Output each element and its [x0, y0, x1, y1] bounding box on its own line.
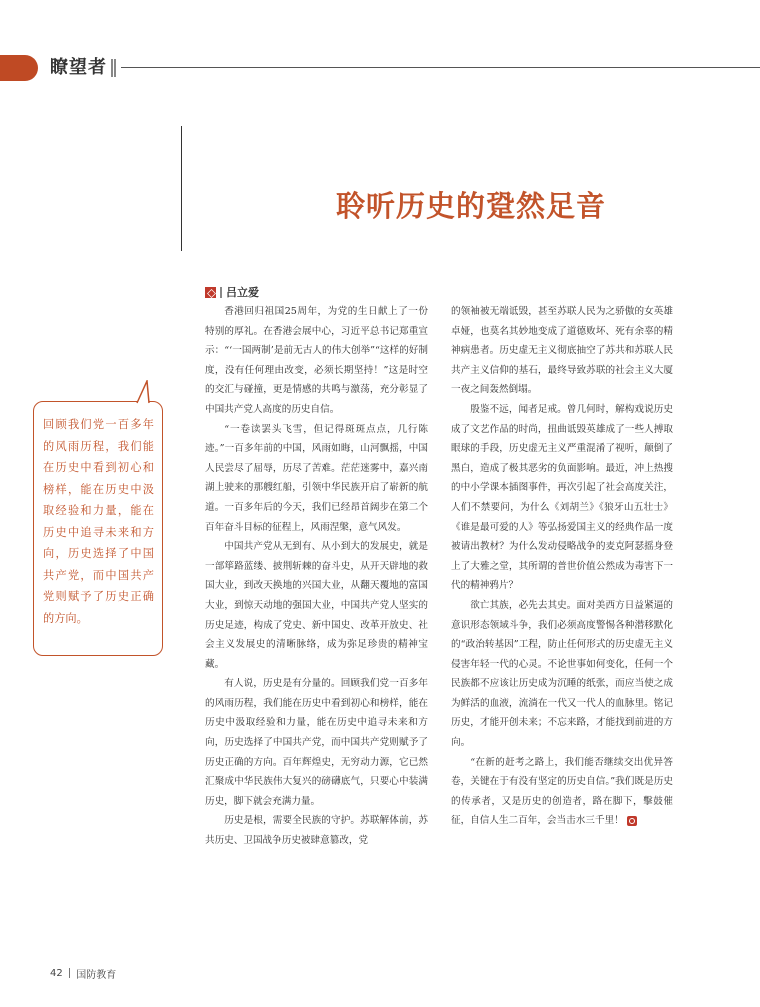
- column-name: 瞭望者: [50, 57, 107, 78]
- body-paragraph: [205, 674, 428, 811]
- body-paragraph: [451, 302, 673, 400]
- pull-quote: [33, 401, 163, 656]
- end-mark-icon: [627, 816, 637, 826]
- body-paragraph: [451, 400, 673, 596]
- magazine-name: 国防教育: [76, 969, 117, 981]
- paragraph-text: 欲亡其族，必先去其史。面对美西方日益紧逼的意识形态领域斗争，我们必须高度警惕各种潜移默化的“政治转基因”工程，防止任何形式的历史虚无主义侵害年轻一代的心灵。不论世事如何变化，任何一个民族都不应该让历史成为沉睡的纸张，而应当使之成为鲜活的血液，流淌在一代又一代人的血脉里。铭记历史，才能开创未来；不忘来路，才能找到前进的方向。: [451, 599, 673, 749]
- page-number: 42: [50, 967, 63, 979]
- body-paragraph: [205, 420, 428, 538]
- article-title: 聆听历史的跫然足音: [335, 189, 606, 223]
- body-paragraph: [205, 811, 428, 850]
- body-column-left: [205, 302, 428, 851]
- header-accent-tab: [0, 55, 38, 81]
- body-paragraph: [451, 596, 673, 753]
- paragraph-text: 历史是根，需要全民族的守护。苏联解体前，苏共历史、卫国战争历史被肆意篡改，党: [205, 815, 428, 847]
- pull-quote-text: 回顾我们党一百多年的风雨历程，我们能在历史中看到初心和榜样，能在历史中汲取经验和力量，能在历史中追寻未来和方向，历史选择了中国共产党，而中国共产党则赋予了历史正确的方向。: [43, 418, 154, 625]
- header-rule: [121, 67, 760, 68]
- author-marker-icon: [205, 287, 216, 298]
- body-paragraph: [205, 302, 428, 420]
- page-footer: [50, 966, 116, 980]
- footer-divider: [69, 968, 71, 978]
- body-column-right: [451, 302, 673, 831]
- paragraph-text: 中国共产党从无到有、从小到大的发展史，就是一部筚路蓝缕、披荆斩棘的奋斗史，从开天辟地的救国大业，到改天换地的兴国大业，从翻天覆地的富国大业，到惊天动地的强国大业，中国共产党人坚实的历史足迹，构成了党史、新中国史、改革开放史、社会主义发展史的清晰脉络，成为弥足珍贵的精神宝藏。: [205, 541, 428, 670]
- paragraph-text: 的领袖被无端诋毁，甚至苏联人民为之骄傲的女英雄卓娅，也莫名其妙地变成了道德败坏、死有余辜的精神病患者。历史虚无主义彻底抽空了苏共和苏联人民共产主义信仰的基石，最终导致苏联的社会主义大厦一夜之间轰然倒塌。: [451, 306, 673, 396]
- paragraph-text: “一卷读罢头飞雪，但记得斑斑点点，几行陈迹。”一百多年前的中国，风雨如晦，山河飘摇，中国人民尝尽了屈辱，历尽了苦难。茫茫迷雾中，嘉兴南湖上驶来的那艘红船，引领中华民族开启了崭新的航道。一百多年后的今天，我们已经昂首阔步在第二个百年奋斗目标的征程上，风雨涅槃，意气风发。: [205, 423, 428, 533]
- byline: [205, 285, 259, 299]
- speech-bubble-tail-icon: [136, 380, 150, 404]
- body-paragraph: [205, 537, 428, 674]
- paragraph-text: 殷鉴不远，闻者足戒。曾几何时，解构戏说历史成了文艺作品的时尚，扭曲诋毁英雄成了一些人搏取眼球的手段，历史虚无主义严重混淆了视听，颠倒了黑白，造成了极其恶劣的负面影响。最近，冲上热搜的中小学课本插图事件，再次引起了社会高度关注，人们不禁要问，为什么《刘胡兰》《狼牙山五壮士》《谁是最可爱的人》等弘扬爱国主义的经典作品一度被请出教材？为什么发动侵略战争的麦克阿瑟摇身登上了大雅之堂，其所谓的普世价值公然成为毒害下一代的精神鸦片？: [451, 403, 673, 592]
- author-name: 吕立爱: [226, 286, 259, 299]
- paragraph-text: 香港回归祖国25周年，为党的生日献上了一份特别的厚礼。在香港会展中心，习近平总书记郑重宣示：“‘一国两制’是前无古人的伟大创举”“这样的好制度，没有任何理由改变，必须长期坚持！”这是时空的交汇与碰撞，更是情感的共鸣与激荡，充分彰显了中国共产党人高度的历史自信。: [205, 306, 428, 415]
- paragraph-text: 有人说，历史是有分量的。回顾我们党一百多年的风雨历程，我们能在历史中看到初心和榜样，能在历史中汲取经验和力量，能在历史中追寻未来和方向，历史选择了中国共产党，而中国共产党则赋予了历史正确的方向。百年辉煌史，无穷动力源，它已然汇聚成中华民族伟大复兴的磅礴底气，只要心中装满历史，脚下就会充满力量。: [205, 678, 428, 807]
- paragraph-text: “在新的赶考之路上，我们能否继续交出优异答卷，关键在于有没有坚定的历史自信。”我们既是历史的传承者，又是历史的创造者，路在脚下，擊鼓催征，自信人生二百年，会当击水三千里！: [451, 756, 673, 827]
- header-divider-bars: [111, 59, 116, 77]
- byline-divider: [220, 287, 222, 298]
- body-paragraph: [451, 753, 673, 831]
